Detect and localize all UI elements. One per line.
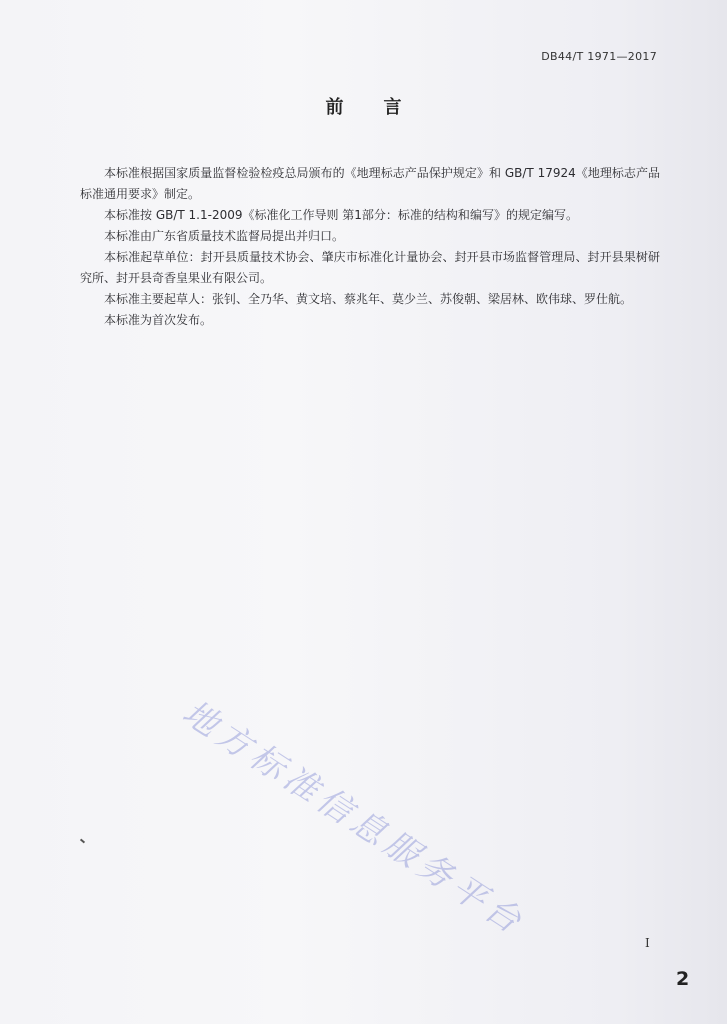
paragraph-proposer: 本标准由广东省质量技术监督局提出并归口。 — [104, 229, 345, 243]
roman-page-number: I — [645, 936, 650, 950]
page-title: 前言 — [325, 97, 442, 118]
paragraph-basis: 本标准根据国家质量监督检验检疫总局颁布的《地理标志产品保护规定》和 GB/T 17924《地理标志产品标准通用要求》制定。 — [80, 166, 660, 201]
foreword-body — [80, 163, 660, 331]
document-id: DB44/T 1971—2017 — [541, 50, 657, 63]
scan-mark — [80, 839, 85, 844]
paragraph-drafting-units: 本标准起草单位：封开县质量技术协会、肇庆市标准化计量协会、封开县市场监督管理局、封开县果树研究所、封开县奇香皇果业有限公司。 — [80, 250, 660, 285]
page-number: 2 — [676, 968, 690, 990]
paragraph-format: 本标准按 GB/T 1.1-2009《标准化工作导则 第1部分：标准的结构和编写》的规定编写。 — [104, 208, 578, 222]
watermark: 地方标准信息服务平台 — [175, 692, 533, 945]
paragraph-first-release: 本标准为首次发布。 — [104, 313, 213, 327]
paragraph-drafters: 本标准主要起草人：张钊、全乃华、黄文培、蔡兆年、莫少兰、苏俊朝、梁居林、欧伟球、罗仕航。 — [104, 292, 633, 306]
